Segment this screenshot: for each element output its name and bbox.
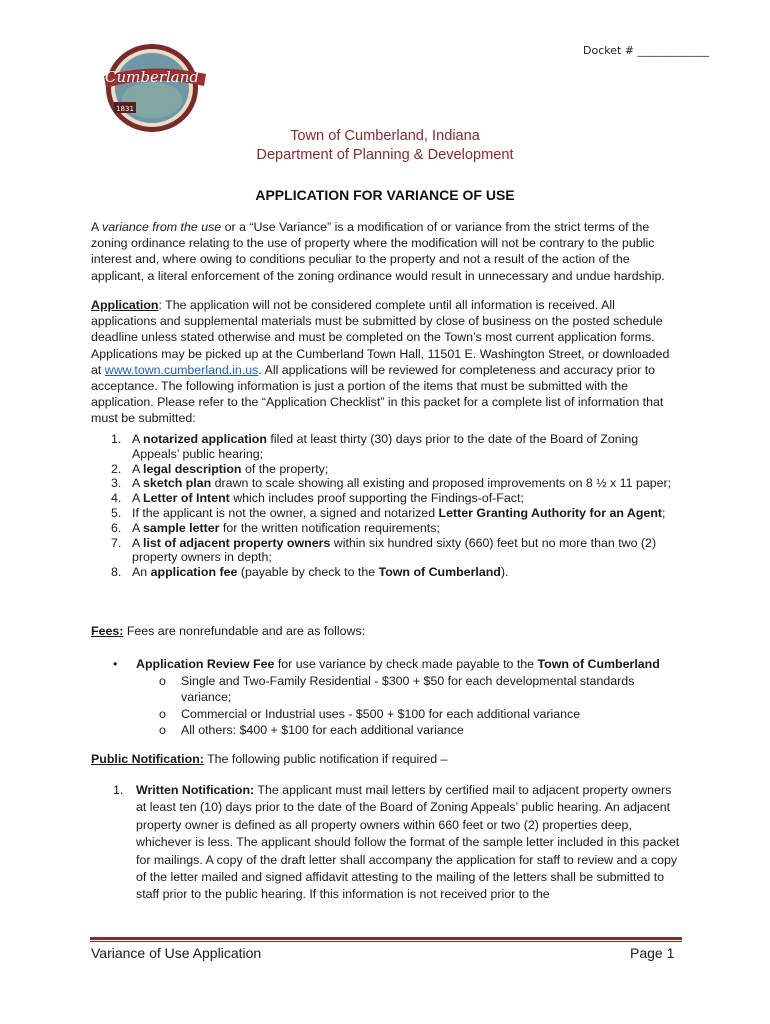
fees-text: Fees are nonrefundable and are as follows: <box>123 624 366 638</box>
item-pre: A <box>132 491 144 506</box>
requirement-item <box>91 432 683 462</box>
item-number: 4. <box>111 491 122 506</box>
footer-divider-thin <box>90 941 682 942</box>
item-pre: A <box>132 520 144 535</box>
fee-list <box>91 656 683 739</box>
requirement-item <box>91 506 683 521</box>
application-text-1: : The application will not be considered complete until all information is received. All applications and supplemental materials must be submitted by close of business on the posted schedule deadline unless stated otherwise and must be completed on the Town’s most current application forms. Applications may be picked up at the Cumberland Town Hall, 11501 E. Washington Street, or downloaded at <box>91 298 670 377</box>
sub-bullet-icon: o <box>159 673 166 688</box>
fees-heading: Fees: <box>91 624 124 638</box>
item-bold: legal description <box>143 461 242 476</box>
fee-item-bold-2: Town of Cumberland <box>537 657 660 671</box>
town-website-link[interactable]: www.town.cumberland.in.us <box>104 362 259 377</box>
item-number: 1. <box>113 783 124 797</box>
written-notification-heading: Written Notification: <box>136 783 255 797</box>
fees-line <box>91 624 365 638</box>
item-bold: sample letter <box>143 520 220 535</box>
document-title: APPLICATION FOR VARIANCE OF USE <box>255 187 515 203</box>
item-number: 6. <box>111 520 122 535</box>
bullet-icon: • <box>113 657 118 671</box>
fee-subitem-text: Commercial or Industrial uses - $500 + $100 for each additional variance <box>181 706 581 721</box>
item-pre: A <box>132 476 144 491</box>
item-post: (payable by check to the <box>237 565 379 580</box>
requirement-item <box>91 462 683 477</box>
intro-lead: A <box>91 220 103 234</box>
footer-page-number: Page 1 <box>630 945 675 961</box>
item-post: drawn to scale showing all existing and proposed improvements on 8 ½ x 11 paper; <box>211 476 672 491</box>
public-notification-heading: Public Notification: <box>91 752 204 766</box>
item-bold: list of adjacent property owners <box>143 535 331 550</box>
item-bold-2: Town of Cumberland <box>378 565 501 580</box>
item-pre: A <box>132 461 144 476</box>
item-number: 3. <box>111 476 122 491</box>
item-post: for the written notification requirements; <box>219 520 440 535</box>
requirement-item <box>91 476 683 491</box>
fee-subitem-text: All others: $400 + $100 for each additional variance <box>181 723 464 738</box>
application-heading: Application <box>91 298 159 312</box>
svg-text:Cumberland: Cumberland <box>104 68 200 86</box>
item-number: 1. <box>111 432 122 446</box>
intro-term: variance from the use <box>102 220 222 234</box>
item-bold: notarized application <box>143 432 267 446</box>
application-text-2: . All applications will be reviewed for completeness and accuracy prior to acceptance. The following information is just a portion of the items that must be submitted with the application. Please refer to the “Application Checklist” in this packet for a complete list of information that must be submitted: <box>91 362 664 426</box>
item-number: 8. <box>111 565 122 580</box>
item-post: ; <box>662 505 666 520</box>
sub-bullet-icon: o <box>159 706 166 721</box>
item-pre: A <box>132 535 144 550</box>
requirement-item <box>91 521 683 536</box>
item-pre: An <box>132 565 151 580</box>
town-seal-logo <box>100 40 210 136</box>
footer-divider <box>90 937 682 940</box>
fee-item-bold: Application Review Fee <box>136 657 275 671</box>
svg-text:1831: 1831 <box>116 105 134 113</box>
item-post: filed at least thirty (30) days prior to the date of the Board of Zoning Appeals’ public hearing; <box>132 432 639 461</box>
department-name: Department of Planning & Development <box>256 147 514 163</box>
written-notification-item <box>91 782 683 904</box>
fee-subitem <box>91 722 683 739</box>
public-notification-line <box>91 752 448 766</box>
item-number: 7. <box>111 535 122 550</box>
town-name: Town of Cumberland, Indiana <box>290 128 480 144</box>
requirement-item <box>91 491 683 506</box>
item-number: 2. <box>111 461 122 476</box>
fee-item-text: for use variance by check made payable to the <box>274 657 538 671</box>
sub-bullet-icon: o <box>159 723 166 738</box>
requirement-item <box>91 565 683 580</box>
item-post: which includes proof supporting the Findings-of-Fact; <box>229 491 524 506</box>
fee-subitem <box>91 673 683 706</box>
item-bold: application fee <box>150 565 238 580</box>
requirement-item <box>91 536 683 566</box>
item-post-2: ). <box>500 565 509 580</box>
footer-document-name: Variance of Use Application <box>91 945 262 961</box>
written-notification-text <box>91 782 683 904</box>
item-bold: sketch plan <box>143 476 212 491</box>
item-bold: Letter of Intent <box>143 491 230 506</box>
fee-subitem-text: Single and Two-Family Residential - $300 + $50 for each developmental standards variance; <box>181 673 635 705</box>
intro-rest: or a “Use Variance” is a modification of or variance from the strict terms of the zoning ordinance relating to the use of property where the modification will not be contrary to the public interest and, where owing to conditions peculiar to the property and not a result of the action of the applicant, a literal enforcement of the zoning ordinance would result in unnecessary and undue hardship. <box>91 220 665 283</box>
public-notification-text: The following public notification if required – <box>203 752 448 766</box>
fee-item <box>91 656 683 673</box>
item-pre: A <box>132 432 144 446</box>
item-pre: If the applicant is not the owner, a signed and notarized <box>132 505 439 520</box>
fee-subitem <box>91 706 683 723</box>
docket-number: Docket # _____________ <box>583 44 710 57</box>
item-post: of the property; <box>241 461 329 476</box>
written-notification-body: The applicant must mail letters by certified mail to adjacent property owners at least ten (10) days prior to the date of the Board of Zoning Appeals’ public hearing. An adjacent property owner is defined as all property owners within 660 feet or two (2) properties deep, whichever is less. The applicant should follow the format of the sample letter included in this packet for mailings. A copy of the draft letter shall accompany the application for staff to review and a copy of the letter mailed and signed affidavit attesting to the mailing of the letters shall be submitted to staff prior to the public hearing. If this information is not received prior to the <box>136 783 680 902</box>
item-post: within six hundred sixty (660) feet but no more than two (2) property owners in depth; <box>132 535 657 565</box>
requirements-list <box>91 432 683 580</box>
fee-subitems <box>91 673 683 739</box>
item-bold: Letter Granting Authority for an Agent <box>438 505 663 520</box>
application-paragraph <box>91 297 683 427</box>
item-number: 5. <box>111 505 122 520</box>
intro-paragraph <box>91 219 683 284</box>
